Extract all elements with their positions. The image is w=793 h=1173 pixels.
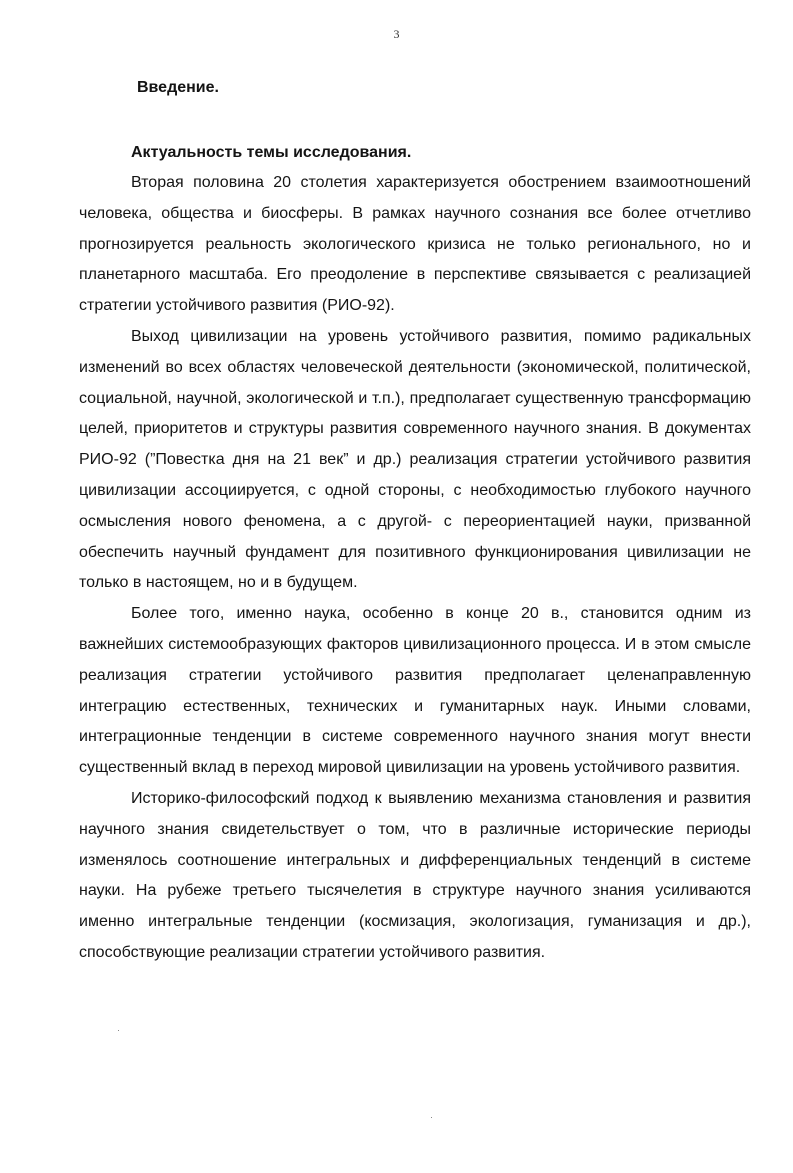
paragraph-2: Выход цивилизации на уровень устойчивого развития, помимо радикальных изменений во всех областях человеческой деятельности (экономической, политической, социальной, научной, экологической и т.п.), предполагает существенную трансформацию целей, приоритетов и структуры развития современного научного знания. В документах РИО-92 (”Повестка дня на 21 век” и др.) реализация стратегии устойчивого развития цивилизации ассоциируется, с одной стороны, с необходимостью глубокого научного осмысления нового феномена, а с другой- с переориентацией науки, призванной обеспечить научный фундамент для позитивного функционирования цивилизации не только в настоящем, но и в будущем. xyxy=(79,327,751,592)
page-number: 3 xyxy=(393,27,400,41)
paragraph-3: Более того, именно наука, особенно в конце 20 в., становится одним из важнейших системообразующих факторов цивилизационного процесса. И в этом смысле реализация стратегии устойчивого развития предполагает целенаправленную интеграцию естественных, технических и гуманитарных наук. Иными словами, интеграционные тенденции в системе современного научного знания могут внести существенный вклад в переход мировой цивилизации на уровень устойчивого развития. xyxy=(79,605,751,777)
paragraph-1: Вторая половина 20 столетия характеризуется обострением взаимоотношений человека, общества и биосферы. В рамках научного сознания все более отчетливо прогнозируется реальность экологического кризиса не только регионального, но и планетарного масштаба. Его преодоление в перспективе связывается с реализацией стратегии устойчивого развития (РИО-92). xyxy=(79,174,751,315)
paragraph-4: Историко-философский подход к выявлению механизма становления и развития научного знания свидетельствует о том, что в различные исторические периоды изменялось соотношение интегральных и дифференциальных тенденций в системе науки. На рубеже третьего тысячелетия в структуре научного знания усиливаются именно интегральные тенденции (космизация, экологизация, гуманизация и др.), способствующие реализации стратегии устойчивого развития. xyxy=(79,789,751,961)
scan-speck xyxy=(431,1117,432,1118)
scan-speck xyxy=(118,1030,119,1031)
page-title: Введение. xyxy=(137,79,219,96)
section-heading: Актуальность темы исследования. xyxy=(131,144,412,161)
body-text xyxy=(79,168,751,969)
